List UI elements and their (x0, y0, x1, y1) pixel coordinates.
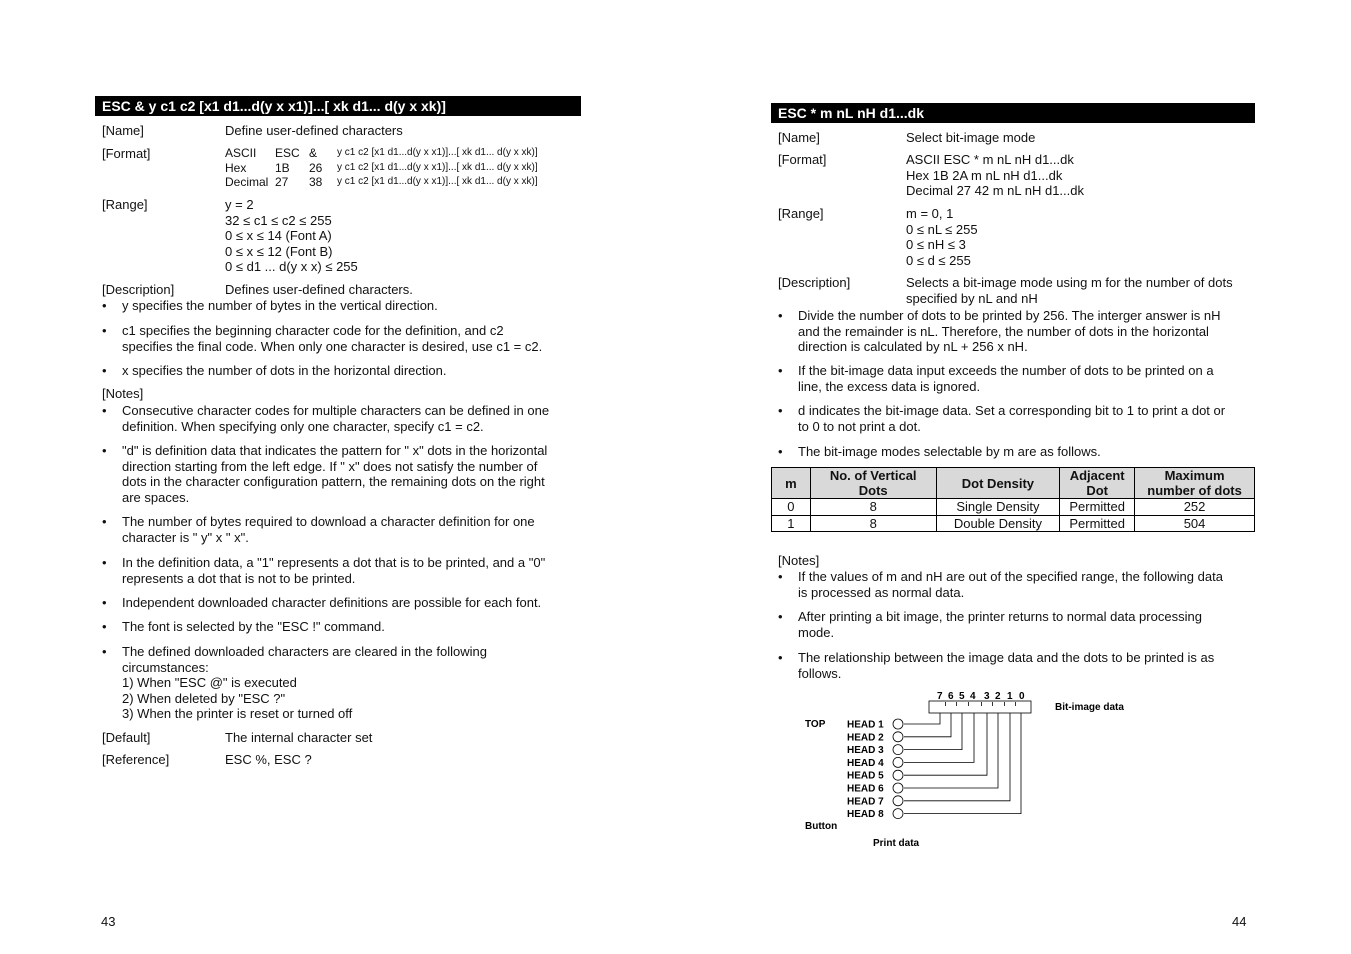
list-item-text (798, 444, 1241, 460)
text-line: 3) When the printer is reset or turned off (122, 706, 353, 721)
bit-number: 5 (959, 691, 965, 702)
format-cell: 38 (309, 175, 323, 189)
bit-number: 3 (984, 691, 990, 702)
text-line: d indicates the bit-image data. Set a corresponding bit to 1 to print a dot or (798, 403, 1226, 418)
bullet-icon: • (778, 308, 783, 323)
top-label: TOP (805, 719, 826, 730)
connector-line (904, 713, 940, 724)
table-row (772, 499, 1255, 516)
text-line: x specifies the number of dots in the horizontal direction. (122, 363, 447, 378)
header-line: Adjacent (1069, 468, 1125, 483)
text-line: 32 ≤ c1 ≤ c2 ≤ 255 (225, 212, 332, 228)
print-dot-icon (893, 719, 903, 729)
text-line: m = 0, 1 (906, 206, 954, 221)
column-header (772, 468, 811, 499)
column-header (1060, 468, 1135, 499)
page-number: 44 (1232, 914, 1247, 929)
table-cell: 0 (772, 499, 811, 516)
range-label: [Range] (102, 197, 148, 212)
connector-line (904, 713, 987, 775)
print-dot-icon (893, 783, 903, 793)
command-header: ESC * m nL nH d1...dk (771, 103, 1255, 123)
print-dot-icon (893, 745, 903, 755)
header-line: Dot Density (961, 475, 1035, 491)
text-line: y = 2 (225, 197, 254, 212)
text-line: follows. (798, 665, 842, 681)
text-line: 0 ≤ d ≤ 255 (906, 252, 971, 268)
list-item-text (798, 650, 1241, 681)
text-line: circumstances: (122, 659, 209, 675)
bit-number: 1 (1007, 691, 1013, 702)
bit-image-data-label: Bit-image data (1055, 702, 1124, 713)
text-line: Independent downloaded character definitions are possible for each font. (122, 595, 542, 610)
text-line: direction starting from the left edge. If " x" does not satisfy the number of (122, 458, 538, 474)
text-line: is processed as normal data. (798, 584, 965, 600)
bottom-label: Button (805, 821, 838, 832)
text-line: c1 specifies the beginning character code for the definition, and c2 (122, 323, 504, 338)
bullet-icon: • (102, 323, 107, 338)
bit-number: 6 (948, 691, 954, 702)
reference-label: [Reference] (102, 752, 170, 767)
bullet-icon: • (102, 363, 107, 378)
notes-label: [Notes] (778, 553, 820, 568)
text-line: 0 ≤ d1 ... d(y x x) ≤ 255 (225, 259, 358, 274)
text-line: If the bit-image data input exceeds the number of dots to be printed on a (798, 363, 1214, 378)
list-item-text (798, 308, 1241, 355)
format-cell: y c1 c2 [x1 d1...d(y x x1)]...[ xk d1... d(y x xk)] (337, 176, 538, 187)
bullet-icon: • (102, 403, 107, 418)
head-label: HEAD 6 (847, 783, 884, 795)
text-line: Hex 1B 2A m nL nH d1...dk (906, 167, 1063, 183)
head-label: HEAD 3 (847, 745, 884, 757)
description-value (906, 275, 1255, 306)
header-line: Maximum (1164, 468, 1225, 483)
list-item-text (122, 363, 567, 379)
format-label: [Format] (102, 146, 151, 161)
text-line: The number of bytes required to download a character definition for one (122, 514, 535, 529)
text-line: Selects a bit-image mode using m for the number of dots (906, 275, 1233, 290)
text-line: mode. (798, 624, 835, 640)
bullet-icon: • (102, 619, 107, 634)
list-item-text (798, 569, 1241, 600)
text-line: to 0 to not print a dot. (798, 418, 921, 434)
print-data-label: Print data (873, 838, 920, 849)
list-item-text (122, 555, 567, 586)
format-cell: 27 (275, 175, 289, 189)
header-line: Dots (858, 483, 888, 498)
text-line: dots in the character configuration pattern, the remaining dots on the right (122, 474, 545, 489)
name-value: Select bit-image mode (906, 130, 1036, 145)
bullet-icon: • (102, 298, 107, 313)
format-cell: y c1 c2 [x1 d1...d(y x x1)]...[ xk d1... d(y x xk)] (337, 161, 538, 173)
format-cell: ESC (275, 146, 300, 160)
format-cell: & (309, 146, 318, 160)
header-line: Dot (1086, 483, 1109, 498)
text-line: 0 ≤ x ≤ 14 (Font A) (225, 228, 332, 243)
format-cell: 26 (309, 160, 323, 175)
print-dot-icon (893, 732, 903, 742)
table-row (772, 515, 1255, 532)
notes-label: [Notes] (102, 386, 144, 401)
text-line: If the values of m and nH are out of the specified range, the following data (798, 569, 1223, 584)
text-line: The defined downloaded characters are cleared in the following (122, 644, 487, 659)
text-line: The font is selected by the "ESC !" command. (122, 619, 385, 634)
bit-image-modes-table (771, 467, 1255, 532)
table-cell: Permitted (1060, 515, 1135, 532)
format-cell: Decimal (225, 175, 269, 189)
bullet-icon: • (778, 609, 783, 624)
text-line: "d" is definition data that indicates the pattern for " x" dots in the horizontal (122, 443, 548, 458)
connector-line (904, 713, 962, 750)
text-line: 0 ≤ nL ≤ 255 (906, 221, 978, 237)
text-line: Divide the number of dots to be printed by 256. The interger answer is nH (798, 308, 1221, 323)
range-values (225, 197, 581, 275)
bullet-icon: • (102, 555, 107, 570)
range-values (906, 206, 1255, 268)
bit-image-diagram (801, 688, 1131, 853)
print-dot-icon (893, 757, 903, 767)
bullet-icon: • (778, 403, 783, 418)
description-value: Defines user-defined characters. (225, 282, 413, 297)
bit-number: 4 (970, 691, 976, 702)
text-line: line, the excess data is ignored. (798, 378, 981, 394)
default-label: [Default] (102, 730, 151, 745)
table-cell: Double Density (936, 515, 1060, 532)
connector-line (904, 713, 951, 737)
list-item-text (798, 403, 1241, 434)
table-cell: Permitted (1060, 499, 1135, 516)
bit-number: 7 (937, 691, 943, 702)
format-label: [Format] (778, 152, 827, 167)
format-line (225, 161, 581, 176)
text-line: The relationship between the image data and the dots to be printed is as (798, 650, 1215, 665)
table-cell: 1 (772, 515, 811, 532)
list-item-text (122, 514, 567, 545)
table-header-row (772, 468, 1255, 499)
header-line: No. of Vertical (829, 468, 917, 483)
text-line: character is " y" x " x". (122, 529, 249, 545)
range-label: [Range] (778, 206, 824, 221)
text-line: The bit-image modes selectable by m are as follows. (798, 444, 1101, 459)
name-value: Define user-defined characters (225, 123, 403, 138)
description-label: [Description] (778, 275, 851, 290)
column-header (1135, 468, 1255, 499)
text-line: After printing a bit image, the printer returns to normal data processing (798, 609, 1202, 624)
format-line (225, 175, 581, 190)
text-line: 1) When "ESC @" is executed (122, 675, 297, 690)
list-item-text (122, 403, 567, 434)
text-line: represents a dot that is not to be printed. (122, 570, 356, 586)
format-table (225, 146, 581, 190)
list-item-text (122, 323, 567, 354)
table-cell: 504 (1135, 515, 1255, 532)
header-line: m (785, 475, 797, 491)
head-label: HEAD 1 (847, 719, 884, 731)
list-item-text (798, 609, 1241, 640)
reference-value: ESC %, ESC ? (225, 752, 312, 767)
format-values (906, 152, 1255, 199)
description-label: [Description] (102, 282, 175, 297)
bullet-icon: • (102, 644, 107, 659)
page-number: 43 (101, 914, 116, 929)
print-dot-icon (893, 770, 903, 780)
table-cell: 252 (1135, 499, 1255, 516)
text-line: 2) When deleted by "ESC ?" (122, 690, 286, 706)
print-dot-icon (893, 809, 903, 819)
list-item-text (122, 298, 567, 314)
table-cell: Single Density (936, 499, 1060, 516)
text-line: 0 ≤ nH ≤ 3 (906, 237, 966, 252)
head-label: HEAD 8 (847, 809, 884, 821)
column-header (936, 468, 1060, 499)
format-cell: y c1 c2 [x1 d1...d(y x x1)]...[ xk d1... d(y x xk)] (337, 147, 538, 158)
bullet-icon: • (102, 514, 107, 529)
format-cell: 1B (275, 160, 290, 175)
head-label: HEAD 5 (847, 770, 884, 782)
text-line: definition. When specifying only one character, specify c1 = c2. (122, 418, 484, 434)
format-line (225, 146, 581, 161)
list-item-text (122, 619, 567, 635)
bit-number: 2 (995, 691, 1001, 702)
command-header: ESC & y c1 c2 [x1 d1...d(y x x1)]...[ xk d1... d(y x xk)] (95, 96, 581, 116)
text-line: 0 ≤ x ≤ 12 (Font B) (225, 243, 333, 259)
text-line: In the definition data, a "1" represents a dot that is to be printed, and a "0" (122, 555, 546, 570)
list-item-text (122, 595, 567, 611)
table-cell: 8 (810, 499, 936, 516)
head-label: HEAD 2 (847, 732, 884, 744)
list-item-text (798, 363, 1241, 394)
format-cell: ASCII (225, 146, 257, 160)
bit-number: 0 (1019, 691, 1025, 702)
text-line: Consecutive character codes for multiple characters can be defined in one (122, 403, 550, 418)
header-line: number of dots (1147, 483, 1242, 498)
bullet-icon: • (778, 363, 783, 378)
text-line: ASCII ESC * m nL nH d1...dk (906, 152, 1074, 167)
text-line: Decimal 27 42 m nL nH d1...dk (906, 183, 1084, 198)
bullet-icon: • (778, 650, 783, 665)
list-item-text (122, 443, 567, 505)
bullet-icon: • (102, 443, 107, 458)
connector-line (904, 713, 1021, 814)
format-cell: Hex (225, 160, 247, 175)
text-line: specifies the final code. When only one character is desired, use c1 = c2. (122, 338, 543, 354)
name-label: [Name] (102, 123, 144, 138)
text-line: and the remainder is nL. Therefore, the number of dots in the horizontal (798, 323, 1209, 339)
table-cell: 8 (810, 515, 936, 532)
column-header (810, 468, 936, 499)
text-line: are spaces. (122, 489, 190, 505)
list-item-text (122, 644, 567, 722)
text-line: specified by nL and nH (906, 290, 1038, 306)
head-label: HEAD 4 (847, 757, 884, 769)
name-label: [Name] (778, 130, 820, 145)
bullet-icon: • (778, 444, 783, 459)
text-line: y specifies the number of bytes in the vertical direction. (122, 298, 438, 313)
default-value: The internal character set (225, 730, 373, 745)
connector-line (904, 713, 974, 762)
text-line: direction is calculated by nL + 256 x nH. (798, 339, 1028, 354)
print-dot-icon (893, 796, 903, 806)
head-label: HEAD 7 (847, 796, 884, 808)
bullet-icon: • (778, 569, 783, 584)
bullet-icon: • (102, 595, 107, 610)
